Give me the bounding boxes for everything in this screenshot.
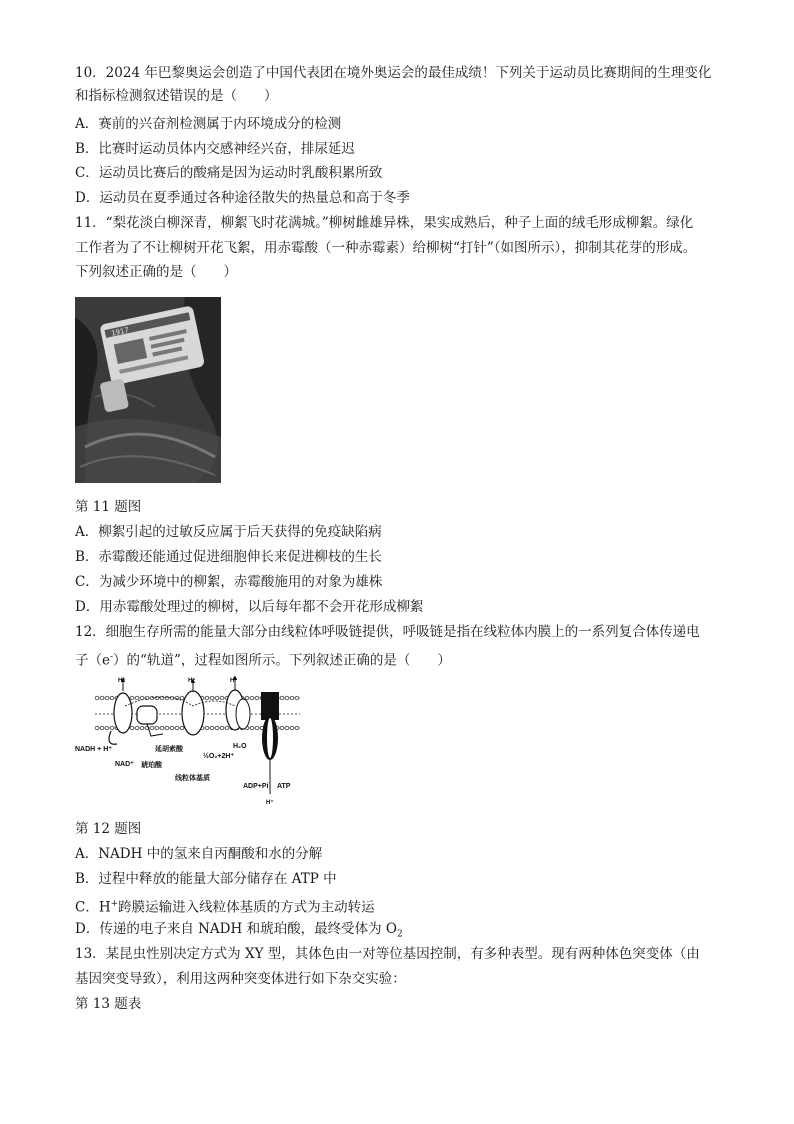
q10-option-a: A．赛前的兴奋剂检测属于内环境成分的检测	[75, 116, 342, 132]
svg-text:延胡索酸: 延胡索酸	[155, 746, 183, 753]
svg-text:线粒体基质: 线粒体基质	[175, 775, 210, 782]
q11-stem-line2: 工作者为了不让柳树开花飞絮，用赤霉酸（一种赤霉素）给柳树“打针”（如图所示），抑制其花芽的形成。	[75, 240, 697, 256]
tree-bark-image	[75, 297, 221, 483]
q12-stem-line1: 12．细胞生存所需的能量大部分由线粒体呼吸链提供，呼吸链是指在线粒体内膜上的一系列复合体传递电	[75, 624, 700, 640]
q10-stem-line2: 和指标检测叙述错误的是（ ）	[75, 88, 278, 104]
svg-text:½O₂+2H⁺: ½O₂+2H⁺	[203, 753, 235, 760]
q11-stem-line1: 11．“梨花淡白柳深青，柳絮飞时花满城。”柳树雌雄异株，果实成熟后，种子上面的绒毛形成柳絮。绿化	[75, 215, 694, 231]
svg-text:H⁺: H⁺	[188, 678, 196, 684]
svg-text:H⁺: H⁺	[230, 678, 238, 684]
svg-text:琥珀酸: 琥珀酸	[141, 762, 162, 769]
q11-option-a: A．柳絮引起的过敏反应属于后天获得的免疫缺陷病	[75, 524, 382, 540]
q10-stem-line1: 10．2024 年巴黎奥运会创造了中国代表团在境外奥运会的最佳成绩！下列关于运动员比赛期间的生理变化	[75, 65, 712, 81]
q11-option-b: B．赤霉酸还能通过促进细胞伸长来促进柳枝的生长	[75, 549, 382, 565]
q11-stem-line3: 下列叙述正确的是（ ）	[75, 264, 237, 280]
svg-text:ADP+Pi: ADP+Pi	[243, 783, 269, 790]
q13-table-caption: 第 13 题表	[75, 996, 142, 1012]
q12-option-b: B．过程中释放的能量大部分储存在 ATP 中	[75, 871, 337, 887]
q10-option-c: C．运动员比赛后的酸痛是因为运动时乳酸积累所致	[75, 165, 383, 181]
svg-text:H⁺: H⁺	[266, 800, 274, 806]
q12-option-a: A．NADH 中的氢来自丙酮酸和水的分解	[75, 846, 323, 862]
q12-option-d: D．传递的电子来自 NADH 和琥珀酸，最终受体为 $O_2$	[75, 921, 403, 940]
q13-stem-line2: 基因突变导致），利用这两种突变体进行如下杂交实验：	[75, 971, 406, 987]
q12-stem-line2: 子（e-）的“轨道”，过程如图所示。下列叙述正确的是（ ）	[75, 652, 451, 669]
svg-text:H⁺: H⁺	[118, 678, 126, 684]
q12-figure-caption: 第 12 题图	[75, 821, 142, 837]
q11-option-d: D．用赤霉酸处理过的柳树，以后每年都不会开花形成柳絮	[75, 599, 424, 615]
q13-stem-line1: 13．某昆虫性别决定方式为 XY 型，其体色由一对等位基因控制，有多种表型。现有两种体色突变体（由	[75, 946, 700, 962]
q12-option-c: C．H+跨膜运输进入线粒体基质的方式为主动转运	[75, 899, 375, 916]
svg-text:NAD⁺: NAD⁺	[115, 761, 134, 768]
svg-text:1917: 1917	[110, 326, 130, 338]
respiratory-chain-diagram	[75, 676, 315, 806]
svg-text:ATP: ATP	[277, 783, 291, 790]
svg-text:NADH + H⁺: NADH + H⁺	[75, 746, 112, 753]
willow-injection-photo	[75, 297, 221, 483]
q10-option-d: D．运动员在夏季通过各种途径散失的热量总和高于冬季	[75, 190, 410, 206]
q11-option-c: C．为减少环境中的柳絮，赤霉酸施用的对象为雄株	[75, 574, 383, 590]
q10-option-b: B．比赛时运动员体内交感神经兴奋，排尿延迟	[75, 141, 355, 157]
svg-text:H₂O: H₂O	[233, 743, 247, 750]
q11-figure-caption: 第 11 题图	[75, 499, 142, 515]
